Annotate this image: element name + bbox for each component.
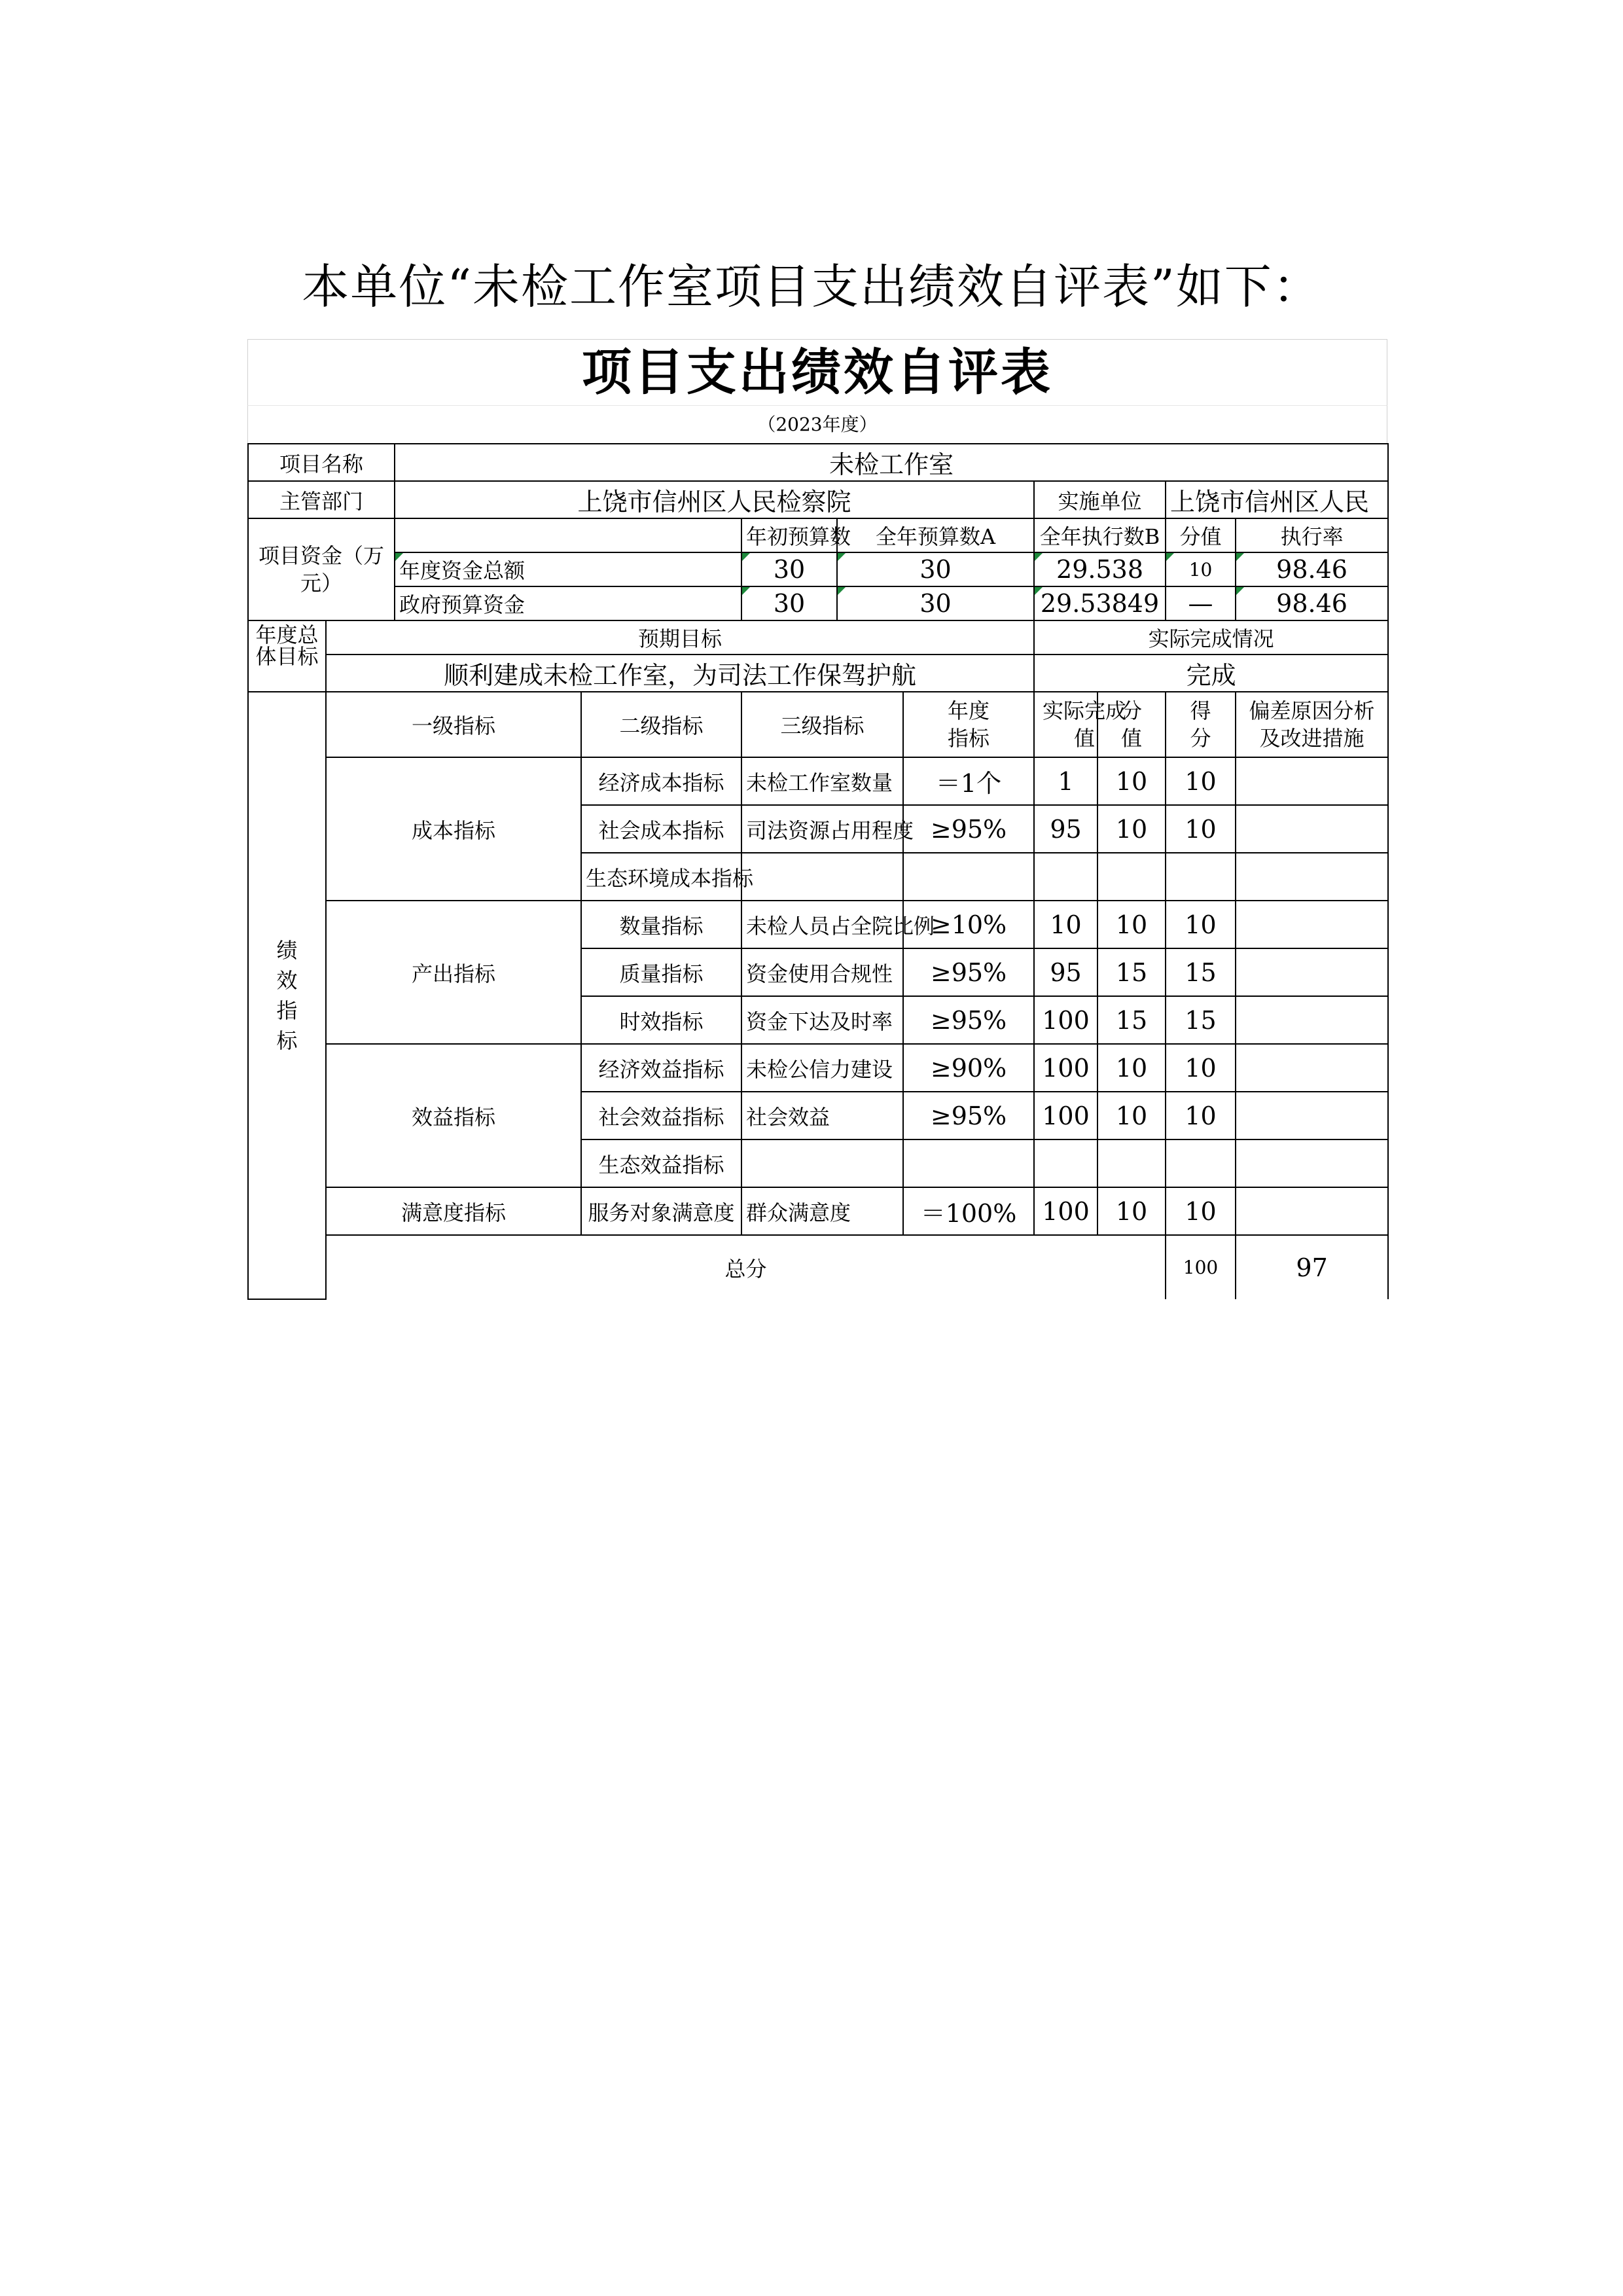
cell-actual: 100: [1034, 996, 1097, 1044]
goal-content-row: [248, 655, 1388, 692]
header-score: [1166, 692, 1236, 757]
project-name-row: [248, 444, 1388, 481]
header-value-text: 分值: [1121, 698, 1143, 751]
cell-level2: 生态效益指标: [581, 1139, 741, 1187]
cell-level3: 未检人员占全院比例: [741, 901, 903, 948]
funds-label-text: 项目资金（万元）: [259, 543, 385, 596]
goal-label: [248, 620, 326, 692]
cell-target: [903, 853, 1034, 901]
cell-level2: 生态环境成本指标: [581, 853, 741, 901]
cell-deviation: [1236, 901, 1388, 948]
cell-value: 10: [1097, 1092, 1166, 1139]
header-level3: 三级指标: [741, 692, 903, 757]
cell-value: 15: [1097, 948, 1166, 996]
cell-value: 10: [1097, 757, 1166, 805]
impl-value: 上饶市信州区人民: [1166, 481, 1388, 518]
cell-target: ≥95%: [903, 996, 1034, 1044]
cell-deviation: [1236, 1044, 1388, 1092]
goal-actual-label: 实际完成情况: [1034, 620, 1388, 655]
cell-level3: 资金使用合规性: [741, 948, 903, 996]
intro-text: 本单位“未检工作室项目支出绩效自评表”如下：: [302, 259, 1321, 314]
cell-target: ≥95%: [903, 1092, 1034, 1139]
header-value: [1097, 692, 1166, 757]
cell-value: [1097, 853, 1166, 901]
goal-expected-label: 预期目标: [326, 620, 1034, 655]
cell-level3: 未检公信力建设: [741, 1044, 903, 1092]
cell-deviation: [1236, 996, 1388, 1044]
header-level1: 一级指标: [326, 692, 581, 757]
dept-value: 上饶市信州区人民检察院: [395, 481, 1034, 518]
funds-header-rate: 执行率: [1236, 518, 1388, 552]
cell-score: 15: [1166, 948, 1236, 996]
indicator-row: [248, 1187, 1388, 1235]
cell-score: 10: [1166, 1092, 1236, 1139]
cell-value: 10: [1097, 1044, 1166, 1092]
cell-level3: 社会效益: [741, 1092, 903, 1139]
cell-level3: 群众满意度: [741, 1187, 903, 1235]
group-output: 产出指标: [326, 901, 581, 1044]
cell-actual: 100: [1034, 1092, 1097, 1139]
funds-label: [248, 518, 395, 620]
cell-level3: 资金下达及时率: [741, 996, 903, 1044]
impl-label: 实施单位: [1034, 481, 1166, 518]
cell-value: [1097, 1139, 1166, 1187]
cell-score: 10: [1166, 1044, 1236, 1092]
funds-gov-label: 政府预算资金: [395, 586, 741, 620]
funds-gov-score-value: —: [1166, 586, 1236, 620]
indicator-header-row: [248, 692, 1388, 757]
indicator-row: [248, 901, 1388, 948]
goal-expected-value: 顺利建成未检工作室，为司法工作保驾护航: [326, 655, 1034, 692]
cell-target: [903, 1139, 1034, 1187]
cell-deviation: [1236, 1139, 1388, 1187]
cell-score: 10: [1166, 805, 1236, 853]
sheet-title: 项目支出绩效自评表: [247, 339, 1387, 405]
cell-actual: 95: [1034, 805, 1097, 853]
cell-deviation: [1236, 853, 1388, 901]
cell-actual: 100: [1034, 1044, 1097, 1092]
cell-level2: 社会效益指标: [581, 1092, 741, 1139]
cell-value: 10: [1097, 901, 1166, 948]
header-score-text: 得分: [1190, 698, 1211, 751]
funds-header-executed: 全年执行数B: [1034, 518, 1166, 552]
cell-level2: 质量指标: [581, 948, 741, 996]
cell-level3: [741, 1139, 903, 1187]
cell-level2: 经济成本指标: [581, 757, 741, 805]
cell-target: ≥95%: [903, 805, 1034, 853]
cell-target: ≥95%: [903, 948, 1034, 996]
cell-score: 10: [1166, 757, 1236, 805]
funds-total-executed: 29.538: [1034, 552, 1166, 586]
evaluation-table: [247, 443, 1389, 1300]
funds-header-score-value: 分值: [1166, 518, 1236, 552]
cell-value: 10: [1097, 1187, 1166, 1235]
cell-deviation: [1236, 1092, 1388, 1139]
funds-header-blank: [395, 518, 741, 552]
funds-total-annual: 30: [837, 552, 1034, 586]
funds-total-score-value: 10: [1166, 552, 1236, 586]
cell-score: [1166, 853, 1236, 901]
cell-actual: [1034, 1139, 1097, 1187]
funds-total-rate: 98.46: [1236, 552, 1388, 586]
funds-header-row: [248, 518, 1388, 552]
header-deviation-text: 偏差原因分析及改进措施: [1249, 698, 1375, 751]
project-name-value: 未检工作室: [395, 444, 1388, 481]
header-level2: 二级指标: [581, 692, 741, 757]
goal-header-row: [248, 620, 1388, 655]
cell-score: [1166, 1139, 1236, 1187]
indicator-side-label-text: 绩效指标: [276, 938, 298, 1053]
group-satisfaction: 满意度指标: [326, 1187, 581, 1235]
cell-actual: 95: [1034, 948, 1097, 996]
cell-level2: 社会成本指标: [581, 805, 741, 853]
sheet-year: （2023年度）: [247, 405, 1387, 443]
cell-deviation: [1236, 805, 1388, 853]
cell-level2: 服务对象满意度: [581, 1187, 741, 1235]
goal-label-text: 年度总体目标: [255, 622, 319, 669]
cell-level2: 经济效益指标: [581, 1044, 741, 1092]
funds-gov-row: [248, 586, 1388, 620]
total-row: [248, 1235, 1388, 1299]
total-value: 100: [1166, 1235, 1236, 1299]
header-deviation: [1236, 692, 1388, 757]
cell-target: ＝1个: [903, 757, 1034, 805]
header-target-text: 年度指标: [948, 698, 990, 751]
funds-gov-initial: 30: [741, 586, 837, 620]
cell-value: 15: [1097, 996, 1166, 1044]
cell-target: ≥90%: [903, 1044, 1034, 1092]
header-actual-text: 实际完成值: [1043, 698, 1127, 751]
funds-gov-executed: 29.53849: [1034, 586, 1166, 620]
cell-level2: 数量指标: [581, 901, 741, 948]
cell-level3: [741, 853, 903, 901]
group-cost: 成本指标: [326, 757, 581, 901]
cell-target: ≥10%: [903, 901, 1034, 948]
indicator-row: [248, 1044, 1388, 1092]
funds-gov-rate: 98.46: [1236, 586, 1388, 620]
dept-label: 主管部门: [248, 481, 395, 518]
funds-header-initial: 年初预算数: [741, 518, 837, 552]
funds-gov-annual: 30: [837, 586, 1034, 620]
funds-total-initial: 30: [741, 552, 837, 586]
funds-total-row: [248, 552, 1388, 586]
cell-score: 10: [1166, 1187, 1236, 1235]
cell-deviation: [1236, 1187, 1388, 1235]
cell-score: 15: [1166, 996, 1236, 1044]
goal-actual-value: 完成: [1034, 655, 1388, 692]
cell-level3: 未检工作室数量: [741, 757, 903, 805]
group-benefit: 效益指标: [326, 1044, 581, 1187]
header-target: [903, 692, 1034, 757]
cell-actual: 1: [1034, 757, 1097, 805]
funds-header-annual: 全年预算数A: [837, 518, 1034, 552]
cell-level2: 时效指标: [581, 996, 741, 1044]
cell-value: 10: [1097, 805, 1166, 853]
total-label: 总分: [326, 1235, 1166, 1299]
evaluation-sheet: [247, 339, 1387, 1300]
cell-score: 10: [1166, 901, 1236, 948]
funds-total-label: 年度资金总额: [395, 552, 741, 586]
indicator-side-label: [248, 692, 326, 1299]
total-score: 97: [1236, 1235, 1388, 1299]
project-name-label: 项目名称: [248, 444, 395, 481]
dept-row: [248, 481, 1388, 518]
cell-deviation: [1236, 948, 1388, 996]
cell-level3: 司法资源占用程度: [741, 805, 903, 853]
cell-deviation: [1236, 757, 1388, 805]
cell-actual: 100: [1034, 1187, 1097, 1235]
indicator-row: [248, 757, 1388, 805]
cell-actual: [1034, 853, 1097, 901]
cell-actual: 10: [1034, 901, 1097, 948]
cell-target: ＝100%: [903, 1187, 1034, 1235]
header-actual: [1034, 692, 1127, 757]
